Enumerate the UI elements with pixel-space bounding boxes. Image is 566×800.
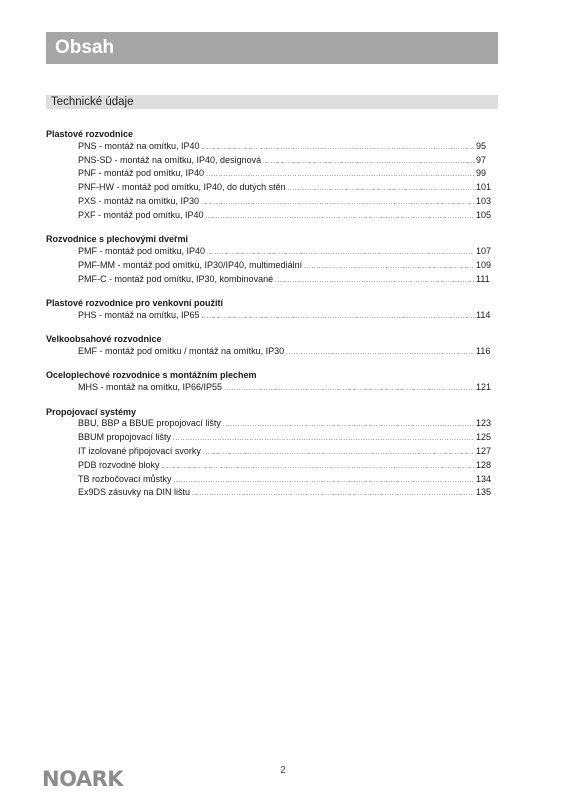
page-number: 2 <box>280 765 286 776</box>
toc-entry-page: 103 <box>476 195 492 206</box>
toc-entry[interactable] <box>46 182 494 196</box>
toc-group <box>46 334 494 360</box>
dot-leader <box>288 184 474 196</box>
dot-leader <box>223 420 474 432</box>
toc-entry-page: 105 <box>476 209 492 220</box>
toc-entry-title: TB rozbočovací můstky <box>78 473 172 484</box>
toc-entry-title: PXS - montáž na omítku, IP30 <box>78 195 200 206</box>
toc-entry-title: Ex9DS zásuvky na DIN lištu <box>78 487 191 498</box>
toc-entry-page: 116 <box>476 345 491 356</box>
svg-text:NOARK: NOARK <box>42 767 124 789</box>
toc-entry-title: MHS - montáž na omítku, IP66/IP55 <box>78 382 223 393</box>
toc-entry-title: PMF - montáž pod omítku, IP40 <box>78 245 206 256</box>
toc-entry[interactable] <box>46 260 494 274</box>
dot-leader <box>201 198 474 210</box>
dot-leader <box>224 384 474 396</box>
toc-entry-page: 97 <box>476 154 487 165</box>
toc-entry[interactable] <box>46 210 494 224</box>
toc-entry-title: EMF - montáž pod omítku / montáž na omítku, IP30 <box>78 345 285 356</box>
dot-leader <box>207 248 474 260</box>
toc-entry-title: PNS - montáž na omítku, IP40 <box>78 140 200 151</box>
toc-entry-page: 107 <box>476 245 492 256</box>
toc-entry-page: 121 <box>476 382 492 393</box>
dot-leader <box>263 157 474 169</box>
toc-entry[interactable] <box>46 418 494 432</box>
title-bar <box>46 32 498 64</box>
toc-entry-title: PMF-MM - montáž pod omítku, IP30/IP40, multimediální <box>78 259 303 270</box>
toc-entry[interactable] <box>46 382 494 396</box>
toc-entry-page: 99 <box>476 168 487 179</box>
toc-entry-title: IT izolované připojovací svorky <box>78 445 201 456</box>
page-title: Obsah <box>55 37 115 58</box>
toc-entry-title: PHS - montáž na omítku, IP65 <box>78 309 200 320</box>
toc-entry-title: PDB rozvodné bloky <box>78 459 160 470</box>
dot-leader <box>304 262 474 274</box>
toc-group-heading: Rozvodnice s plechovými dveřmi <box>46 234 189 245</box>
toc-entry[interactable] <box>46 168 494 182</box>
toc-entry[interactable] <box>46 196 494 210</box>
toc-entry-title: PNS-SD - montáž na omítku, IP40, designová <box>78 154 262 165</box>
dot-leader <box>275 276 474 288</box>
toc-group-heading: Propojovací systémy <box>46 406 137 417</box>
dot-leader <box>173 434 474 446</box>
noark-logo <box>42 767 142 794</box>
toc-entry-page: 135 <box>476 487 492 498</box>
dot-leader <box>206 212 474 224</box>
dot-leader <box>203 448 474 460</box>
toc-entry[interactable] <box>46 474 494 488</box>
toc-group <box>46 407 494 502</box>
toc-entry[interactable] <box>46 274 494 288</box>
toc-entry-title: PNF - montáž pod omítku, IP40 <box>78 168 205 179</box>
toc-entry-page: 114 <box>476 309 491 320</box>
toc-entry-page: 101 <box>476 182 492 193</box>
toc-entry[interactable] <box>46 155 494 169</box>
toc-entry[interactable] <box>46 141 494 155</box>
toc-entry-title: BBUM propojovací lišty <box>78 432 172 443</box>
dot-leader <box>202 143 474 155</box>
table-of-contents <box>46 129 494 512</box>
dot-leader <box>162 462 474 474</box>
toc-entry-page: 123 <box>476 418 492 429</box>
toc-entry-page: 134 <box>476 473 492 484</box>
toc-entry[interactable] <box>46 310 494 324</box>
toc-entry-page: 111 <box>476 273 490 284</box>
dot-leader <box>286 348 474 360</box>
toc-group-heading: Plastové rozvodnice pro venkovní použití <box>46 297 224 308</box>
toc-group <box>46 129 494 224</box>
toc-entry[interactable] <box>46 432 494 446</box>
dot-leader <box>202 312 474 324</box>
dot-leader <box>192 489 474 501</box>
toc-group-heading: Plastové rozvodnice <box>46 129 134 139</box>
dot-leader <box>174 476 474 488</box>
toc-entry-page: 127 <box>476 445 492 456</box>
toc-group <box>46 234 494 287</box>
toc-entry-page: 95 <box>476 140 487 151</box>
toc-group-heading: Velkoobsahové rozvodnice <box>46 334 162 345</box>
toc-entry[interactable] <box>46 460 494 474</box>
section-heading: Technické údaje <box>46 95 498 109</box>
toc-group-heading: Oceloplechové rozvodnice s montážním plechem <box>46 370 257 381</box>
toc-entry[interactable] <box>46 446 494 460</box>
toc-entry[interactable] <box>46 246 494 260</box>
toc-entry-title: PNF-HW - montáž pod omítku, IP40, do dutých stěn <box>78 182 286 193</box>
toc-entry-title: BBU, BBP a BBUE propojovací lišty <box>78 418 221 429</box>
toc-entry[interactable] <box>46 346 494 360</box>
dot-leader <box>206 170 474 182</box>
toc-entry-title: PXF - montáž pod omítku, IP40 <box>78 209 204 220</box>
toc-entry-title: PMF-C - montáž pod omítku, IP30, kombinované <box>78 273 274 284</box>
toc-entry-page: 125 <box>476 432 492 443</box>
toc-group <box>46 298 494 324</box>
toc-entry[interactable] <box>46 487 494 501</box>
toc-group <box>46 370 494 396</box>
noark-logo-icon <box>42 767 142 789</box>
toc-entry-page: 109 <box>476 259 492 270</box>
toc-entry-page: 128 <box>476 459 492 470</box>
